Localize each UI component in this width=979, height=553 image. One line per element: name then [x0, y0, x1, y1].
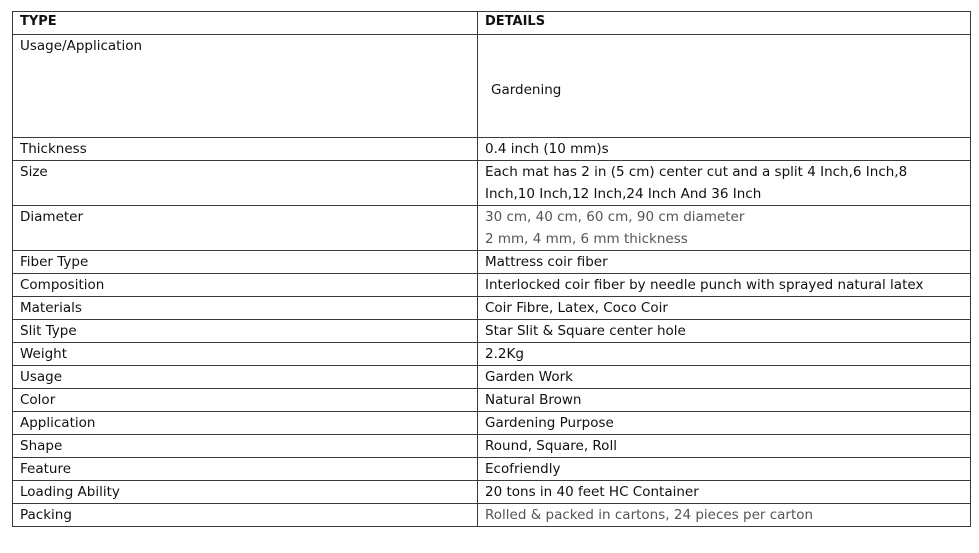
- row-details: Round, Square, Roll: [478, 435, 971, 458]
- table-row: [13, 435, 971, 458]
- row-type: Thickness: [13, 138, 478, 161]
- row-details: Natural Brown: [478, 389, 971, 412]
- row-details: Ecofriendly: [478, 458, 971, 481]
- row-details: 20 tons in 40 feet HC Container: [478, 481, 971, 504]
- details-text: Gardening: [491, 82, 562, 98]
- table-row: [13, 458, 971, 481]
- table-row: [13, 320, 971, 343]
- table-row: [13, 251, 971, 274]
- row-details: 0.4 inch (10 mm)s: [478, 138, 971, 161]
- header-type: TYPE: [13, 12, 478, 35]
- table-row: [13, 297, 971, 320]
- row-details: [478, 206, 971, 251]
- row-details: Mattress coir fiber: [478, 251, 971, 274]
- table-row: [13, 481, 971, 504]
- table-row: [13, 412, 971, 435]
- table-row: [13, 366, 971, 389]
- row-details: [478, 35, 971, 138]
- row-type: Loading Ability: [13, 481, 478, 504]
- row-details: Interlocked coir fiber by needle punch with sprayed natural latex: [478, 274, 971, 297]
- table-header-row: [13, 12, 971, 35]
- row-type: Color: [13, 389, 478, 412]
- details-line: 30 cm, 40 cm, 60 cm, 90 cm diameter: [485, 209, 745, 225]
- row-type: Diameter: [13, 206, 478, 251]
- row-details: [478, 161, 971, 206]
- row-type: Fiber Type: [13, 251, 478, 274]
- row-type: Slit Type: [13, 320, 478, 343]
- details-line: 2 mm, 4 mm, 6 mm thickness: [485, 231, 688, 247]
- table-row: [13, 504, 971, 527]
- row-type: Composition: [13, 274, 478, 297]
- row-type: Application: [13, 412, 478, 435]
- row-type: Size: [13, 161, 478, 206]
- row-type: Shape: [13, 435, 478, 458]
- row-type: Usage/Application: [13, 35, 478, 138]
- table-row: [13, 161, 971, 206]
- row-type: Usage: [13, 366, 478, 389]
- details-line: Each mat has 2 in (5 cm) center cut and a split 4 Inch,6 Inch,8: [485, 164, 908, 180]
- row-details: Rolled & packed in cartons, 24 pieces per carton: [478, 504, 971, 527]
- table-row: [13, 389, 971, 412]
- row-type: Materials: [13, 297, 478, 320]
- row-details: Coir Fibre, Latex, Coco Coir: [478, 297, 971, 320]
- row-type: Feature: [13, 458, 478, 481]
- table-row: [13, 274, 971, 297]
- table-row: [13, 35, 971, 138]
- row-type: Packing: [13, 504, 478, 527]
- header-details: DETAILS: [478, 12, 971, 35]
- table-row: [13, 206, 971, 251]
- row-details: Garden Work: [478, 366, 971, 389]
- row-details: Star Slit & Square center hole: [478, 320, 971, 343]
- spec-table: [12, 11, 971, 527]
- details-line: Inch,10 Inch,12 Inch,24 Inch And 36 Inch: [485, 186, 762, 202]
- table-row: [13, 138, 971, 161]
- table-row: [13, 343, 971, 366]
- row-details: 2.2Kg: [478, 343, 971, 366]
- row-details: Gardening Purpose: [478, 412, 971, 435]
- row-type: Weight: [13, 343, 478, 366]
